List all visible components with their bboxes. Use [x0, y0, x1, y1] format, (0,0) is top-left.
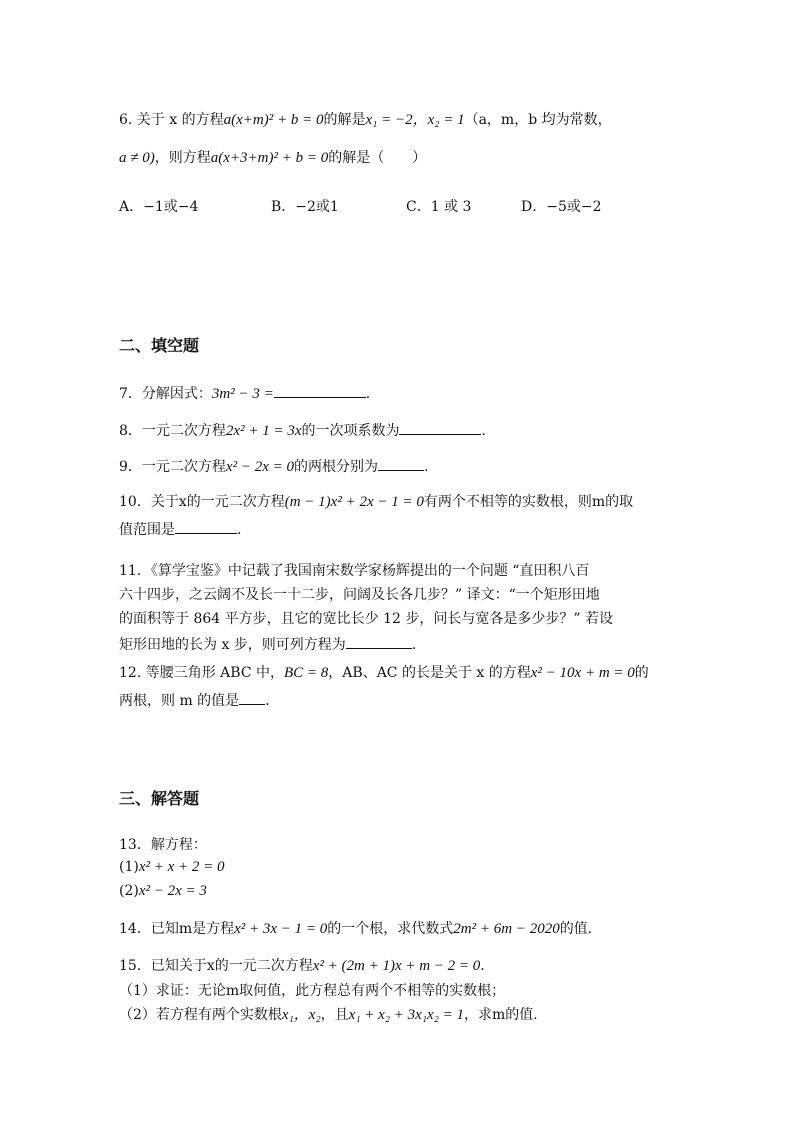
q11-line1: 11．《算学宝鉴》中记载了我国南宋数学家杨辉提出的一个问题 “直田积八百: [119, 563, 590, 579]
q10-period: .: [237, 522, 242, 538]
q12-equation-2: x² − 10x + m = 0: [530, 665, 635, 681]
q6-option-b: B．−2或1: [271, 199, 339, 215]
q12-line2: [119, 690, 270, 710]
q6-equation-2: a(x+3+m)² + b = 0: [210, 150, 329, 166]
q10-text-b: 有两个不相等的实数根，则m的取: [423, 494, 634, 510]
q15-sub1: （1）求证：无论m取何值，此方程总有两个不相等的实数根；: [119, 983, 506, 999]
q6-option-c: C．1 或 3: [406, 199, 472, 215]
q13-title: 13．解方程：: [119, 837, 207, 853]
q9-text-a: 9．一元二次方程: [119, 459, 226, 475]
q6-text-a: 6. 关于 x 的方程: [119, 112, 224, 128]
q6-line2: [119, 149, 426, 167]
q12-equation-1: BC = 8: [284, 665, 329, 681]
q6-text-e: 的解是（ ）: [328, 150, 427, 166]
q6-equation: a(x+m)² + b = 0: [223, 112, 324, 128]
section-fill-in-title: 二、填空题: [119, 336, 200, 355]
q15-line1: [119, 957, 485, 975]
q11-period: .: [411, 637, 417, 653]
q13-part2-label: (2): [119, 883, 139, 899]
q15-roots: x₁，x₂: [281, 1007, 321, 1023]
q15-sub2-text-a: （2）若方程有两个实数根: [119, 1007, 282, 1023]
q8-period: .: [481, 423, 486, 439]
q7-text: 7．分解因式：: [119, 386, 212, 402]
q15-sub2-text-c: ，求m的值.: [464, 1007, 538, 1023]
q8-answer-blank[interactable]: [399, 420, 481, 435]
q13-equation-2: x² − 2x = 3: [138, 883, 207, 899]
q14-text-b: 的一个根，求代数式: [327, 921, 454, 937]
q11-text-d: 矩形田地的长为 x 步，则可列方程为: [119, 637, 346, 653]
q6-text-c: （a，m，b 均为常数，: [464, 112, 612, 128]
q15-period: .: [480, 958, 485, 974]
q6-text-d: ，则方程: [154, 150, 211, 166]
q9-period: .: [423, 459, 429, 475]
q12-text-d: 两根，则 m 的值是: [119, 693, 240, 709]
q12-text-a: 12. 等腰三角形 ABC 中，: [119, 665, 284, 681]
q15-text-a: 15．已知关于x的一元二次方程: [119, 958, 313, 974]
q9-text-b: 的两根分别为: [293, 459, 378, 475]
q9-answer-blank[interactable]: [378, 456, 424, 471]
q13-part2: [119, 882, 207, 900]
q7-answer-blank[interactable]: [274, 383, 366, 398]
q10-text-c: 值范围是: [119, 522, 175, 538]
q11-line3: 的面积等于 864 平方步，且它的宽比长少 12 步，问长与宽各是多少步？” 若设: [119, 611, 613, 627]
q9-equation: x² − 2x = 0: [225, 459, 294, 475]
q8-equation: 2x² + 1 = 3x: [225, 423, 302, 439]
q14-equation: x² + 3x − 1 = 0: [234, 921, 328, 937]
q15-condition: x₁ + x₂ + 3x₁x₂ = 1: [348, 1007, 465, 1023]
q10-text-a: 10．关于x的一元二次方程: [119, 494, 285, 510]
q12-line1: [119, 664, 649, 682]
q11-answer-blank[interactable]: [346, 634, 412, 649]
q12-text-c: 的: [634, 665, 649, 681]
q14-text-c: 的值.: [559, 921, 593, 937]
q6-option-d: D．−5或−2: [521, 199, 602, 215]
q7: [119, 383, 370, 403]
q9: [119, 456, 428, 476]
q15-equation: x² + (2m + 1)x + m − 2 = 0: [312, 958, 481, 974]
q8: [119, 420, 486, 440]
q13-equation-1: x² + x + 2 = 0: [138, 859, 225, 875]
q10-line1: [119, 493, 633, 511]
q10-answer-blank[interactable]: [175, 519, 237, 534]
q14-expression: 2m² + 6m − 2020: [453, 921, 560, 937]
q10-equation: (m − 1)x² + 2x − 1 = 0: [284, 494, 424, 510]
q7-period: .: [365, 386, 371, 402]
q14-text-a: 14．已知m是方程: [119, 921, 235, 937]
q6-option-a: A．−1或−4: [119, 199, 199, 215]
q6-condition: a ≠ 0): [119, 150, 155, 166]
q6-solutions: x₁ = −2，x₂ = 1: [365, 112, 465, 128]
q6-text-b: 的解是: [323, 112, 366, 128]
q12-answer-blank[interactable]: [239, 690, 265, 705]
q15-sub2: [119, 1006, 538, 1024]
q11-line4: [119, 634, 416, 654]
q8-text-a: 8．一元二次方程: [119, 423, 226, 439]
q14: [119, 920, 592, 938]
q12-period: .: [265, 693, 270, 709]
q7-expression: 3m² − 3 =: [211, 386, 274, 402]
q10-line2: [119, 519, 241, 539]
q6-line1: [119, 111, 612, 129]
q13-part1-label: (1): [119, 859, 139, 875]
q8-text-b: 的一次项系数为: [301, 423, 400, 439]
q12-text-b: ，AB、AC 的长是关于 x 的方程: [328, 665, 531, 681]
q13-part1: [119, 858, 225, 876]
q11-line2: 六十四步，之云阔不及长一十二步，问阔及长各几步？” 译文：“一个矩形田地: [119, 587, 600, 603]
section-answer-title: 三、解答题: [119, 789, 200, 808]
q15-sub2-text-b: ，且: [320, 1007, 349, 1023]
